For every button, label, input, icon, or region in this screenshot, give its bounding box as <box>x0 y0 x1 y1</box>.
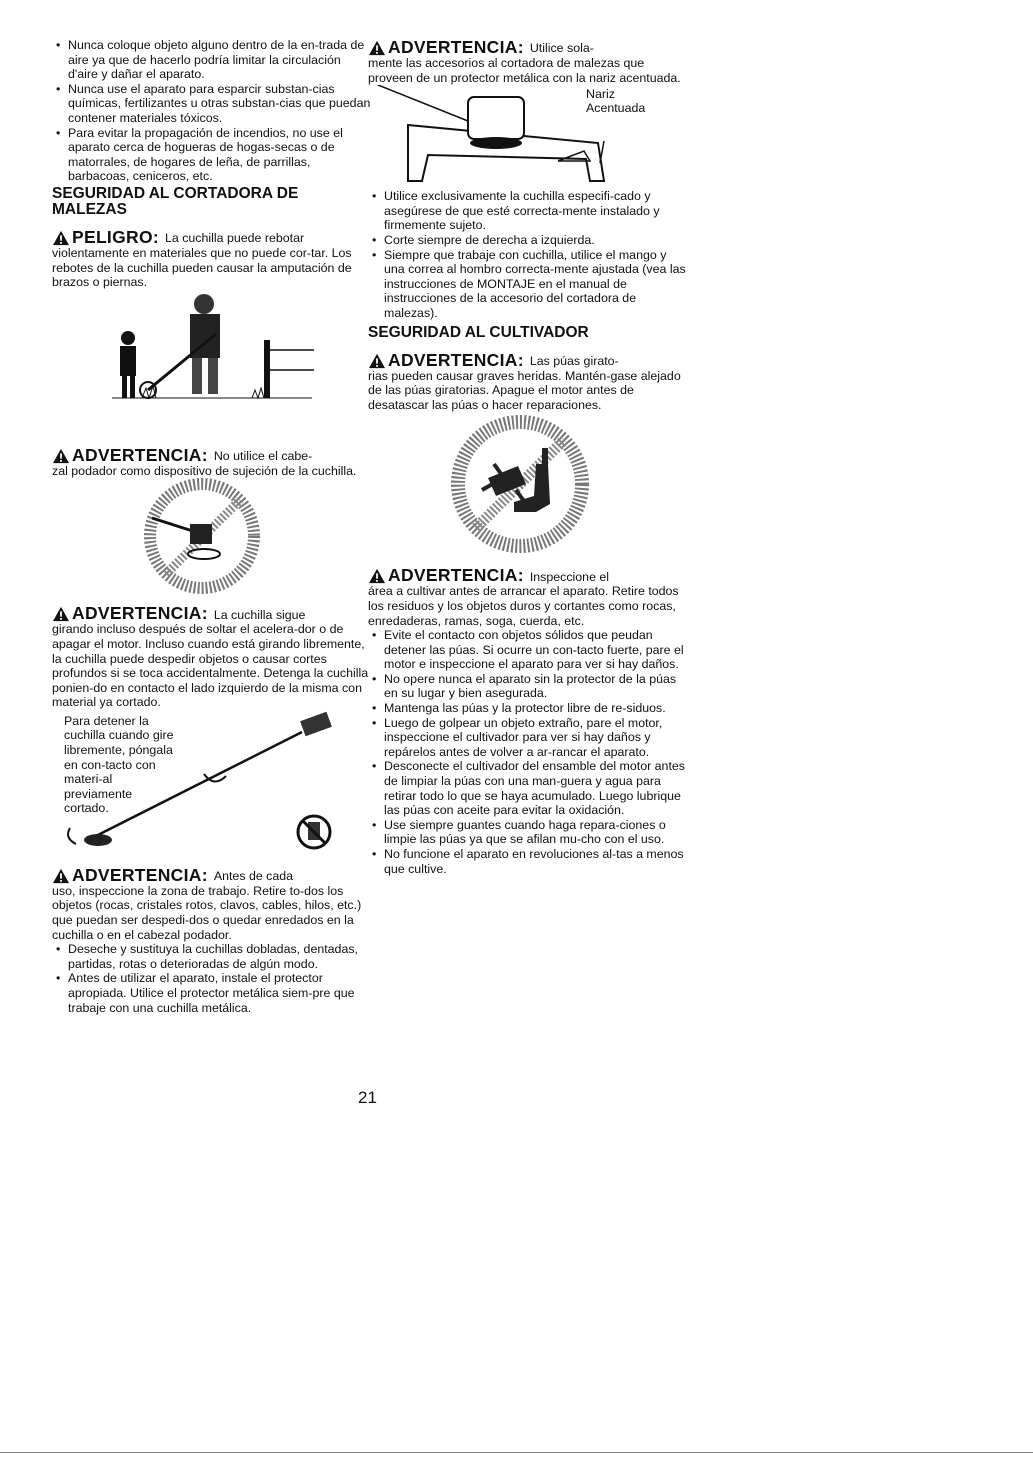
warning-lead: Las púas girato- <box>529 353 619 368</box>
nariz-acentuada-label: Nariz Acentuada <box>586 87 646 116</box>
warning-triangle-icon <box>52 448 70 464</box>
list-item: • Deseche y sustituya la cuchillas dobladas, dentadas, partidas, rotas o deterioradas de algún modo. <box>68 942 372 971</box>
warning-label: ADVERTENCIA: <box>388 565 524 586</box>
warning-label: ADVERTENCIA: <box>72 603 208 624</box>
peligro-text: violentamente en materiales que no puede cor-tar. Los rebotes de la cuchilla pueden causar la amputación de brazos o piernas. <box>52 245 352 290</box>
page-number: 21 <box>358 1088 377 1107</box>
warning-lead: No utilice el cabe- <box>213 449 313 464</box>
list-item: • Use siempre guantes cuando haga repara-ciones o limpie las púas ya que se afilan mu-cho con el uso. <box>384 818 688 847</box>
stop-blade-illustration <box>52 710 372 860</box>
warning-text: uso, inspeccione la zona de trabajo. Retire to-dos los objetos (rocas, cristales rotos, clavos, cables, hilos, etc.) que puedan ser despedi-dos o quedar enredados en la cuchilla o en el cabezal podador. <box>52 883 362 942</box>
warning-label: ADVERTENCIA: <box>72 444 208 465</box>
peligro-lead: La cuchilla puede rebotar <box>165 231 305 246</box>
intro-bullet-list <box>52 38 372 184</box>
list-item: • Nunca use el aparato para esparcir substan-cias químicas, fertilizantes u otras substan-cias que puedan contener materiales tóxicos. <box>68 82 372 126</box>
bottom-rule <box>0 1452 1033 1453</box>
peligro-label: PELIGRO: <box>72 226 159 247</box>
section-title-cultivador: SEGURIDAD AL CULTIVADOR <box>368 323 589 341</box>
list-item: • Mantenga las púas y la protector libre de re-siduos. <box>384 701 688 716</box>
list-item: • Corte siempre de derecha a izquierda. <box>384 233 688 248</box>
list-item: • Desconecte el cultivador del ensamble del motor antes de limpiar la púas con una man-guera y agua para retirar todo lo que se haya acumulado. Luego lubrique las púas con aceite para evitar la oxidación. <box>384 759 688 817</box>
right-column <box>368 38 688 876</box>
warning-lead: Antes de cada <box>213 869 294 884</box>
no-hand-near-tines-illustration <box>368 412 688 560</box>
list-item: • Antes de utilizar el aparato, instale el protector apropiada. Utilice el protector metálica siem-pre que trabaje con una cuchilla metálica. <box>68 971 372 1015</box>
section-title-cortadora: SEGURIDAD AL CORTADORA DE MALEZAS <box>52 184 299 218</box>
list-item: • No funcione el aparato en revoluciones al-tas a menos que cultive. <box>384 847 688 876</box>
list-item: • Luego de golpear un objeto extraño, pare el motor, inspeccione el cultivador para ver si hay daños y repárelos antes de volver a ar-rancar el aparato. <box>384 716 688 760</box>
cuchilla-bullet-list <box>368 189 688 320</box>
peligro-block <box>52 228 372 290</box>
warning-block-antes-de-cada-uso <box>52 866 372 942</box>
stop-blade-caption: Para detener la cuchilla cuando gire libremente, póngala en con-tacto con materi-al previamente cortado. <box>64 713 174 816</box>
warning-triangle-icon <box>52 230 70 246</box>
warning-triangle-icon <box>368 40 386 56</box>
cultivador-bullet-list <box>368 628 688 876</box>
list-item: • Utilice exclusivamente la cuchilla especifi-cado y asegúrese de que esté correcta-mente instalado y firmemente sujeto. <box>384 189 688 233</box>
warning-triangle-icon <box>368 353 386 369</box>
list-item: • Evite el contacto con objetos sólidos que peudan detener las púas. Si ocurre un con-tacto fuerte, pare el motor e inspeccione el aparato para ver si hay daños. <box>384 628 688 672</box>
warning-block-cuchilla-sigue <box>52 604 372 710</box>
kickback-illustration <box>52 290 372 440</box>
warning-block-inspeccione-area <box>368 566 688 628</box>
warning-triangle-icon <box>368 568 386 584</box>
left-column <box>52 38 372 1015</box>
list-item: • No opere nunca el aparato sin la protector de la púas en su lugar y bien asegurada. <box>384 672 688 701</box>
warning-block-puas-giratorias <box>368 351 688 413</box>
warning-text: zal podador como dispositivo de sujeción de la cuchilla. <box>52 463 357 478</box>
list-item: • Para evitar la propagación de incendios, no use el aparato cerca de hogueras de hogas-secas o de matorrales, de hogares de leña, de parrillas, barbacoas, ceniceros, etc. <box>68 126 372 184</box>
warning-text: mente las accesorios al cortadora de malezas que proveen de un protector metálica con la nariz acentuada. <box>368 56 681 85</box>
no-trimmer-head-illustration <box>52 478 372 598</box>
warning-block-cabezal <box>52 446 372 479</box>
list-item: • Nunca coloque objeto alguno dentro de la en-trada de aire ya que de hacerlo podría limitar la circulación d'aire y dañar el aparato. <box>68 38 372 82</box>
list-item: • Siempre que trabaje con cuchilla, utilice el mango y una correa al hombro correcta-mente ajustada (vea las instrucciones de MONTAJE en el manual de instrucciones de la accesorio del cortadora de malezas). <box>384 248 688 321</box>
warning-triangle-icon <box>52 606 70 622</box>
blade-bullet-list <box>52 942 372 1015</box>
warning-text: área a cultivar antes de arrancar el aparato. Retire todos los residuos y los objetos duros y cortantes como rocas, enredaderas, ramas, soga, cuerda, etc. <box>368 584 679 628</box>
warning-label: ADVERTENCIA: <box>388 349 524 370</box>
warning-triangle-icon <box>52 868 70 884</box>
warning-text: rias pueden causar graves heridas. Mantén-gase alejado de las púas giratorias. Apague el motor antes de desatascar las púas o hacer reparaciones. <box>368 368 681 412</box>
warning-lead: Inspeccione el <box>529 569 610 584</box>
warning-lead: Utilice sola- <box>529 41 594 56</box>
warning-text: girando incluso después de soltar el acelera-dor o de apagar el motor. Incluso cuando está girando libremente, la cuchilla puede despedir objetos o causar cortes profundos si se toca accidentalmente. Detenga la cuchilla ponien-do en contacto el lado izquierdo de la misma con material ya cortado. <box>52 622 369 710</box>
warning-label: ADVERTENCIA: <box>72 864 208 885</box>
warning-block-accesorios <box>368 38 688 85</box>
metal-guard-illustration <box>368 85 688 189</box>
warning-lead: La cuchilla sigue <box>213 607 306 622</box>
warning-label: ADVERTENCIA: <box>388 37 524 57</box>
